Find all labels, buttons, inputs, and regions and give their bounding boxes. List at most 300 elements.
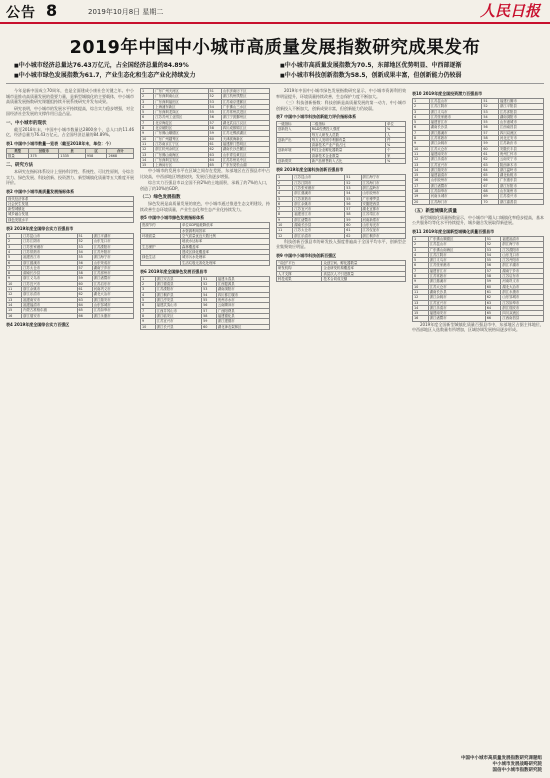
table-cell: 江苏昆山市: [428, 242, 485, 247]
table-cell: 广东佛山三水区: [221, 104, 269, 109]
table-cell: 60: [77, 281, 92, 286]
column-4: [412, 88, 544, 738]
table-cell: 江苏沭阳县: [498, 109, 543, 114]
table-cell: 浙江温岭市: [361, 185, 405, 190]
subhead-2: ■ 中小城市高质量发展指数为70.5，东部地区优势明显、中西部逐渐: [280, 61, 540, 71]
table-cell: 9: [141, 319, 156, 324]
table-cell: 61: [345, 228, 361, 233]
subhead-1: ■ 中小城市经济总量达76.43万亿元，占全国经济总量的84.89%: [14, 61, 274, 71]
table-cell: 河南新郑市: [361, 217, 405, 222]
paragraph: 本研究在指标体系设计上坚持科学性、系统性、可比性原则，分综合实力、绿色发展、科技创新、投资潜力、新型城镇化质量等五大维度开展评价。: [6, 169, 134, 186]
table-cell: 江苏江阴市: [429, 104, 482, 109]
table-cell: 安徽长丰县: [498, 146, 543, 151]
table-row: [7, 217, 134, 222]
table-cell: 山东龙口市: [501, 252, 544, 257]
column-1: [6, 88, 134, 768]
table-cell: 山东诸城市: [498, 120, 543, 125]
table-cell: 福建永春县: [216, 276, 269, 281]
table-cell: 福建晋江市: [429, 120, 482, 125]
table-cell: 70: [482, 199, 499, 204]
table-cell: 浙江余姚市: [22, 287, 77, 292]
table-cell: 生活垃圾无害化处理率: [180, 260, 269, 265]
table-cell: 6: [141, 115, 154, 120]
table-cell: 浙江平阳县: [498, 104, 543, 109]
table-cell: 53: [208, 99, 221, 104]
table-cell: 湖北大冶市: [501, 284, 544, 289]
table-cell: 浙江义乌市: [428, 258, 485, 263]
table-cell: 高新技术企业数量: [310, 153, 385, 158]
table-cell: 每万人研发人员数: [310, 132, 385, 137]
table-cell: 江苏江阴市: [293, 180, 345, 185]
table-cell: 贵州赤水市: [216, 298, 269, 303]
table-1: [6, 148, 134, 160]
table-cell: 湖北神农架林区: [216, 324, 269, 329]
divider: [6, 83, 544, 84]
table-cell: 环境质量: [141, 234, 181, 239]
table-cell: 57: [482, 130, 499, 135]
table-cell: 江苏丹阳市: [501, 258, 544, 263]
table-cell: 江苏靖江市: [361, 212, 405, 217]
table-cell: 18: [413, 189, 430, 194]
table-cell: 江苏张家港市: [22, 244, 77, 249]
table-cell: 浙江诸暨市: [92, 276, 133, 281]
table-cell: 6: [413, 263, 429, 268]
table-cell: 江苏常州武进区: [221, 110, 269, 115]
table-cell: 64: [77, 302, 92, 307]
table-cell: 江苏如皋市: [92, 308, 133, 313]
table-cell: 8: [7, 271, 22, 276]
table-cell: 江苏昆山市: [22, 234, 77, 239]
table-cell: 51: [77, 234, 92, 239]
table-cell: 北京海淀区: [154, 120, 208, 125]
table-cell: 资源节约: [141, 223, 181, 228]
table-cell: 山东济南历下区: [221, 89, 269, 94]
table-cell: 福建石狮市: [498, 99, 543, 104]
footer-credits: [461, 756, 542, 774]
table-cell: 62: [77, 292, 92, 297]
table-cell: 1: [413, 236, 429, 241]
table-cell: %: [386, 143, 406, 148]
table-cell: 8: [413, 274, 429, 279]
table-caption: 表3 2019年度全国综合实力百强县市: [6, 226, 74, 232]
table-cell: 福建南安市: [428, 311, 485, 316]
table-cell: 52: [77, 239, 92, 244]
table-cell: 空气质量优良天数比例: [180, 234, 269, 239]
table-cell: 企业研发机构覆盖率: [322, 266, 406, 271]
paragraph: 2019年中国中小城市绿色发展指数研究显示，中小城市资源利用效率明显提升，环境质量持续改善，生态保护力度不断加大。: [276, 88, 406, 99]
table-cell: 广东深圳龙岗区: [154, 110, 208, 115]
table-cell: 63: [482, 162, 499, 167]
table-cell: 59: [345, 217, 361, 222]
table-cell: %: [386, 127, 406, 132]
table-cell: 湖北仙桃市: [498, 173, 543, 178]
footer-line: 中国中小城市高质量发展指数研究课题组: [461, 756, 542, 761]
paragraph: 新型城镇化质量指数显示，中小城市户籍人口城镇化率稳步提高，基本公共服务均等化水平持续提升，城乡融合发展取得新进展。: [412, 214, 544, 226]
table-cell: “双创”平台: [277, 260, 322, 265]
table-cell: 湖北武汉江汉区: [221, 120, 269, 125]
table-cell: 浙江杭州余杭区: [154, 147, 208, 152]
table-row: [7, 313, 134, 318]
table-cell: 13: [413, 162, 430, 167]
table-cell: 14: [141, 157, 154, 162]
table-cell: 16: [413, 316, 429, 321]
table-cell: 9: [141, 131, 154, 136]
table-cell: 60: [202, 324, 217, 329]
table-cell: 绿色发展水平: [7, 217, 134, 222]
table-cell: 5: [7, 255, 22, 260]
paragraph: 研究表明，中小城市的发展水平持续提高，综合实力稳步增强，对全国经济社会发展的支撑作用日益凸显。: [6, 105, 134, 116]
table-cell: 62: [345, 233, 361, 238]
table-cell: 江苏昆山市: [429, 99, 482, 104]
table-cell: 江西婺源县: [216, 282, 269, 287]
table-row: [277, 233, 406, 238]
table-cell: 每万人发明专利拥有量: [310, 137, 385, 142]
table-cell: 9: [413, 141, 430, 146]
table-cell: 59: [77, 276, 92, 281]
table-cell: 浙江东阳市: [498, 183, 543, 188]
table-cell: 53: [485, 247, 501, 252]
table-caption: 表9 中国中小城市科技创新百强区: [276, 252, 337, 258]
table-cell: 山东胶州市: [429, 178, 482, 183]
table-cell: 江苏南京江宁区: [154, 141, 208, 146]
paragraph: 中小城市的发展水平在区域之间存在差距，东部地区在百强县市中占比较高，中西部地区增速较快，发展后劲逐步增强。: [140, 168, 270, 179]
table-cell: 65: [208, 163, 221, 168]
table-cell: 15: [413, 311, 429, 316]
table-cell: 浙江安吉县: [155, 276, 202, 281]
table-row: [141, 324, 270, 329]
table-cell: 浙江慈溪市: [428, 279, 485, 284]
table-cell: 57: [485, 268, 501, 273]
table-cell: 江苏宜兴市: [22, 281, 77, 286]
table-cell: 浙江德清县: [155, 282, 202, 287]
table-caption: 表10 2019年度全国投资潜力百强县市: [412, 91, 483, 96]
table-caption: 表2 中国中小城市高质量发展指标体系: [6, 188, 75, 194]
table-cell: 浙江平湖市: [501, 263, 544, 268]
table-cell: 广东深圳南山区: [154, 94, 208, 99]
section-heading: （二）绿色发展指数: [140, 195, 181, 201]
table-cell: 地表水达标率: [180, 239, 269, 244]
table-caption: 表8 2019年度全国科技创新百强县市: [276, 167, 344, 173]
table-cell: 四川双流区: [501, 311, 544, 316]
table-cell: 浙江义乌市: [429, 109, 482, 114]
table-cell: 广东佛山顺德区: [154, 131, 208, 136]
table-cell: 1: [277, 175, 293, 180]
table-cell: 山东寿光市: [361, 223, 405, 228]
table-cell: 2: [7, 239, 22, 244]
table-cell: 7: [141, 308, 156, 313]
table-cell: 广东博罗县: [361, 196, 405, 201]
table-9: [276, 260, 406, 282]
table-cell: 9: [7, 276, 22, 281]
table-caption: 表7 中国中小城市科技创新能力评价指标体系: [276, 114, 357, 119]
table-cell: 江苏太仓市: [293, 228, 345, 233]
table-cell: 浙江乐清市: [22, 292, 77, 297]
table-cell: 56: [485, 263, 501, 268]
table-cell: 创新投入: [277, 127, 311, 132]
table-cell: 58: [77, 271, 92, 276]
table-cell: 水资源利用效率: [180, 228, 269, 233]
table-cell: 浙江海宁市: [361, 175, 405, 180]
table-cell: 12: [277, 233, 293, 238]
table-cell: 福建福清市: [501, 236, 544, 241]
table-cell: 浙江瑞安市: [22, 313, 77, 318]
table-cell: 城乡融合发展: [7, 212, 134, 217]
table-cell: 10: [277, 223, 293, 228]
table-5: [140, 222, 270, 265]
table-cell: 62: [482, 157, 499, 162]
table-cell: 54: [345, 191, 361, 196]
table-row: [277, 276, 406, 281]
table-cell: 山东荣成市: [92, 260, 133, 265]
table-cell: 56: [345, 201, 361, 206]
table-cell: 10: [141, 324, 156, 329]
table-cell: 湖南长沙县: [429, 125, 482, 130]
table-cell: 湖南浏阳市: [216, 287, 269, 292]
table-cell: 6: [141, 303, 156, 308]
table-cell: 53: [202, 287, 217, 292]
table-row: [277, 159, 406, 164]
table-cell: 15: [7, 308, 22, 313]
table-header-cell: 合计: [107, 148, 134, 153]
subhead-3: ■ 中小城市绿色发展指数为61.7，产业生态化和生态产业化持续发力: [14, 71, 274, 81]
table-cell: 1: [141, 89, 154, 94]
table-cell: 52: [482, 104, 499, 109]
table-cell: 广东广州天河区: [154, 89, 208, 94]
table-cell: 10: [413, 146, 430, 151]
table-cell: 59: [485, 279, 501, 284]
table-cell: 福建晋江市: [293, 212, 345, 217]
table-cell: R&D经费投入强度: [310, 127, 385, 132]
table-cell: 55: [345, 196, 361, 201]
table-cell: 人: [386, 132, 406, 137]
table-cell: 65: [77, 308, 92, 313]
table-cell: 江苏常熟市: [293, 196, 345, 201]
table-cell: 上海浦东新区: [154, 104, 208, 109]
table-cell: 浙江杭州拱墅区: [221, 94, 269, 99]
table-4: [140, 88, 270, 168]
table-cell: 云南腾冲市: [216, 303, 269, 308]
table-cell: 15: [141, 163, 154, 168]
table-cell: 江苏常熟市: [429, 136, 482, 141]
table-cell: 64: [482, 167, 499, 172]
column-3: [276, 88, 406, 768]
table-cell: 54: [208, 104, 221, 109]
table-cell: 河南巩义市: [501, 279, 544, 284]
table-cell: 浙江余姚市: [428, 295, 485, 300]
paragraph: 绿色发展是高质量发展的底色，中小城市通过推进生态文明建设，持续改善生态环境质量，产业生态化和生态产业化持续发力。: [140, 201, 270, 212]
table-cell: 11: [413, 151, 430, 156]
table-cell: 江苏张家港市: [429, 114, 482, 119]
table-cell: 浙江宁波鄞州区: [221, 115, 269, 120]
table-cell: 数量: [7, 153, 29, 158]
masthead-logo: 人民日报: [479, 2, 540, 20]
table-cell: 52: [345, 180, 361, 185]
table-cell: 浙江诸暨市: [293, 217, 345, 222]
table-cell: 江苏苏州工业园区: [154, 115, 208, 120]
table-cell: 湖北宜都市: [361, 207, 405, 212]
subhead-4: ■ 中小城市科技创新指数为58.5，创新成果丰富，但创新能力仍较弱: [280, 71, 540, 81]
table-cell: 51: [345, 175, 361, 180]
table-cell: 广东东莞松山湖: [221, 163, 269, 168]
table-cell: 浙江诸暨市: [429, 183, 482, 188]
table-cell: 江苏启东市: [501, 274, 544, 279]
table-cell: 广东深圳福田区: [154, 99, 208, 104]
table-cell: 新型城镇化: [7, 207, 134, 212]
table-cell: 58: [345, 212, 361, 217]
table-cell: 58: [202, 313, 217, 318]
table-cell: 15: [413, 173, 430, 178]
table-cell: 建成区绿化覆盖率: [180, 249, 269, 254]
table-cell: 福建厦门思明区: [221, 141, 269, 146]
table-cell: 浙江桐庐县: [155, 292, 202, 297]
section-number: 8: [46, 1, 58, 20]
table-cell: 55: [485, 258, 501, 263]
table-cell: 北京朝阳区: [154, 126, 208, 131]
table-cell: 广东佛山南海区: [428, 247, 485, 252]
section-heading: 二、研究方法: [6, 163, 33, 169]
table-cell: 浙江海宁市: [92, 255, 133, 260]
table-cell: 浙江诸暨市: [428, 316, 485, 321]
table-cell: 单位: [386, 122, 406, 127]
table-cell: 6: [413, 125, 430, 130]
table-cell: 江苏昆山市: [293, 175, 345, 180]
table-cell: 5: [277, 196, 293, 201]
table-cell: 57: [208, 120, 221, 125]
table-cell: 54: [482, 114, 499, 119]
table-cell: 江苏启东市: [92, 281, 133, 286]
table-cell: 5: [141, 110, 154, 115]
table-11: [412, 236, 544, 322]
table-cell: 江苏江阴市: [22, 239, 77, 244]
table-cell: 件: [386, 137, 406, 142]
table-cell: 56: [208, 115, 221, 120]
table-cell: 浙江瑞安市: [429, 167, 482, 172]
table-cell: 内蒙古准格尔旗: [22, 308, 77, 313]
table-cell: 浙江义乌市: [22, 276, 77, 281]
footer-line: 国信中小城市指数研究院: [492, 768, 542, 773]
table-cell: 浙江临安区: [155, 313, 202, 318]
table-cell: 山东龙口市: [92, 239, 133, 244]
table-cell: 广东惠东县: [498, 178, 543, 183]
table-cell: 浙江海宁市: [501, 242, 544, 247]
table-6: [140, 276, 270, 330]
table-cell: 56: [482, 125, 499, 130]
table-caption: 表6 2019年度全国绿色发展百强县市: [140, 268, 208, 274]
table-cell: 53: [345, 185, 361, 190]
table-cell: 14: [7, 302, 22, 307]
table-cell: 广西阳朔县: [216, 308, 269, 313]
table-cell: 创新产出: [277, 137, 311, 142]
table-cell: 7: [7, 265, 22, 270]
subheads: [14, 61, 540, 81]
table-cell: 68: [482, 189, 499, 194]
table-cell: 7: [277, 207, 293, 212]
table-cell: 江西南昌县: [501, 316, 544, 321]
table-7: [276, 121, 406, 164]
table-cell: 创新环境: [277, 148, 311, 153]
table-cell: 云南安宁市: [498, 157, 543, 162]
table-cell: 浙江嘉善县: [498, 199, 543, 204]
table-cell: 1: [141, 276, 156, 281]
table-cell: 55: [202, 298, 217, 303]
table-cell: 2: [413, 242, 429, 247]
table-cell: 58: [482, 136, 499, 141]
table-cell: 67: [482, 183, 499, 188]
date-line: 2019年10月8日 星期二: [88, 8, 164, 16]
table-cell: 17: [413, 183, 430, 188]
table-cell: 江苏常熟市: [22, 249, 77, 254]
table-cell: 56: [202, 303, 217, 308]
table-cell: 绿色生活: [141, 255, 181, 260]
table-cell: 6: [277, 201, 293, 206]
paragraph: 截至2018年末，中国中小城市数量达2800余个，总人口约11.46亿，经济总量为76.43万亿元，占全国经济总量的84.89%。: [6, 126, 134, 137]
table-cell: 3: [141, 287, 156, 292]
table-cell: 浙江温岭市: [498, 167, 543, 172]
table-cell: 60: [345, 223, 361, 228]
section-label: 公告: [6, 5, 36, 21]
table-cell: 19: [413, 194, 430, 199]
table-cell: 湖南长沙县: [22, 271, 77, 276]
table-cell: 12: [413, 295, 429, 300]
table-cell: 江苏宜兴市: [293, 207, 345, 212]
table-cell: 浙江乐清市: [428, 305, 485, 310]
table-cell: 江苏太仓市: [428, 284, 485, 289]
table-cell: 广东佛山顺德区: [428, 236, 485, 241]
table-cell: 江苏宜兴市: [155, 319, 202, 324]
table-cell: 58: [485, 274, 501, 279]
table-cell: 贵州仁怀市: [498, 151, 543, 156]
table-cell: 湖北大冶市: [92, 292, 133, 297]
table-cell: 16: [7, 313, 22, 318]
table-cell: 福建福清市: [22, 302, 77, 307]
table-cell: 浙江桐乡市: [361, 233, 405, 238]
table-cell: 5: [141, 298, 156, 303]
table-cell: 10: [141, 136, 154, 141]
table-cell: 湖南长沙县: [293, 223, 345, 228]
table-cell: 江苏江阴市: [428, 252, 485, 257]
table-cell: 14: [413, 305, 429, 310]
section-heading: 一、中小城市的现状: [6, 120, 47, 126]
table-cell: 江苏海门市: [429, 199, 482, 204]
table-cell: 59: [482, 141, 499, 146]
table-cell: 森林覆盖率: [180, 244, 269, 249]
column-2: [140, 88, 270, 768]
table-cell: 江苏新沂市: [498, 141, 543, 146]
table-caption: 表11 2019年度全国新型城镇化质量百强县市: [412, 228, 495, 234]
table-cell: 江苏苏州吴中区: [221, 157, 269, 162]
table-cell: 5: [413, 258, 429, 263]
table-cell: 浙江淳安县: [155, 298, 202, 303]
table-cell: 浙江瑞安市: [501, 305, 544, 310]
table-caption: 表1 中国中小城市数量一览表（截至2018年末，单位：个）: [6, 140, 114, 146]
table-cell: 13: [413, 300, 429, 305]
table-cell: 63: [208, 152, 221, 157]
table-cell: 江苏泰兴市: [498, 194, 543, 199]
table-cell: 7: [413, 268, 429, 273]
table-cell: 江苏张家港市: [293, 185, 345, 190]
table-cell: 广东深圳宝安区: [154, 157, 208, 162]
table-cell: 福建南安市: [22, 297, 77, 302]
table-cell: 7: [141, 120, 154, 125]
table-cell: 55: [482, 120, 499, 125]
table-cell: 四川双流区: [498, 130, 543, 135]
table-cell: 10: [7, 281, 22, 286]
table-cell: 8: [413, 136, 430, 141]
table-cell: 8: [141, 313, 156, 318]
table-cell: 11: [7, 287, 22, 292]
table-cell: 60: [485, 284, 501, 289]
table-cell: 创新绩效: [277, 159, 311, 164]
